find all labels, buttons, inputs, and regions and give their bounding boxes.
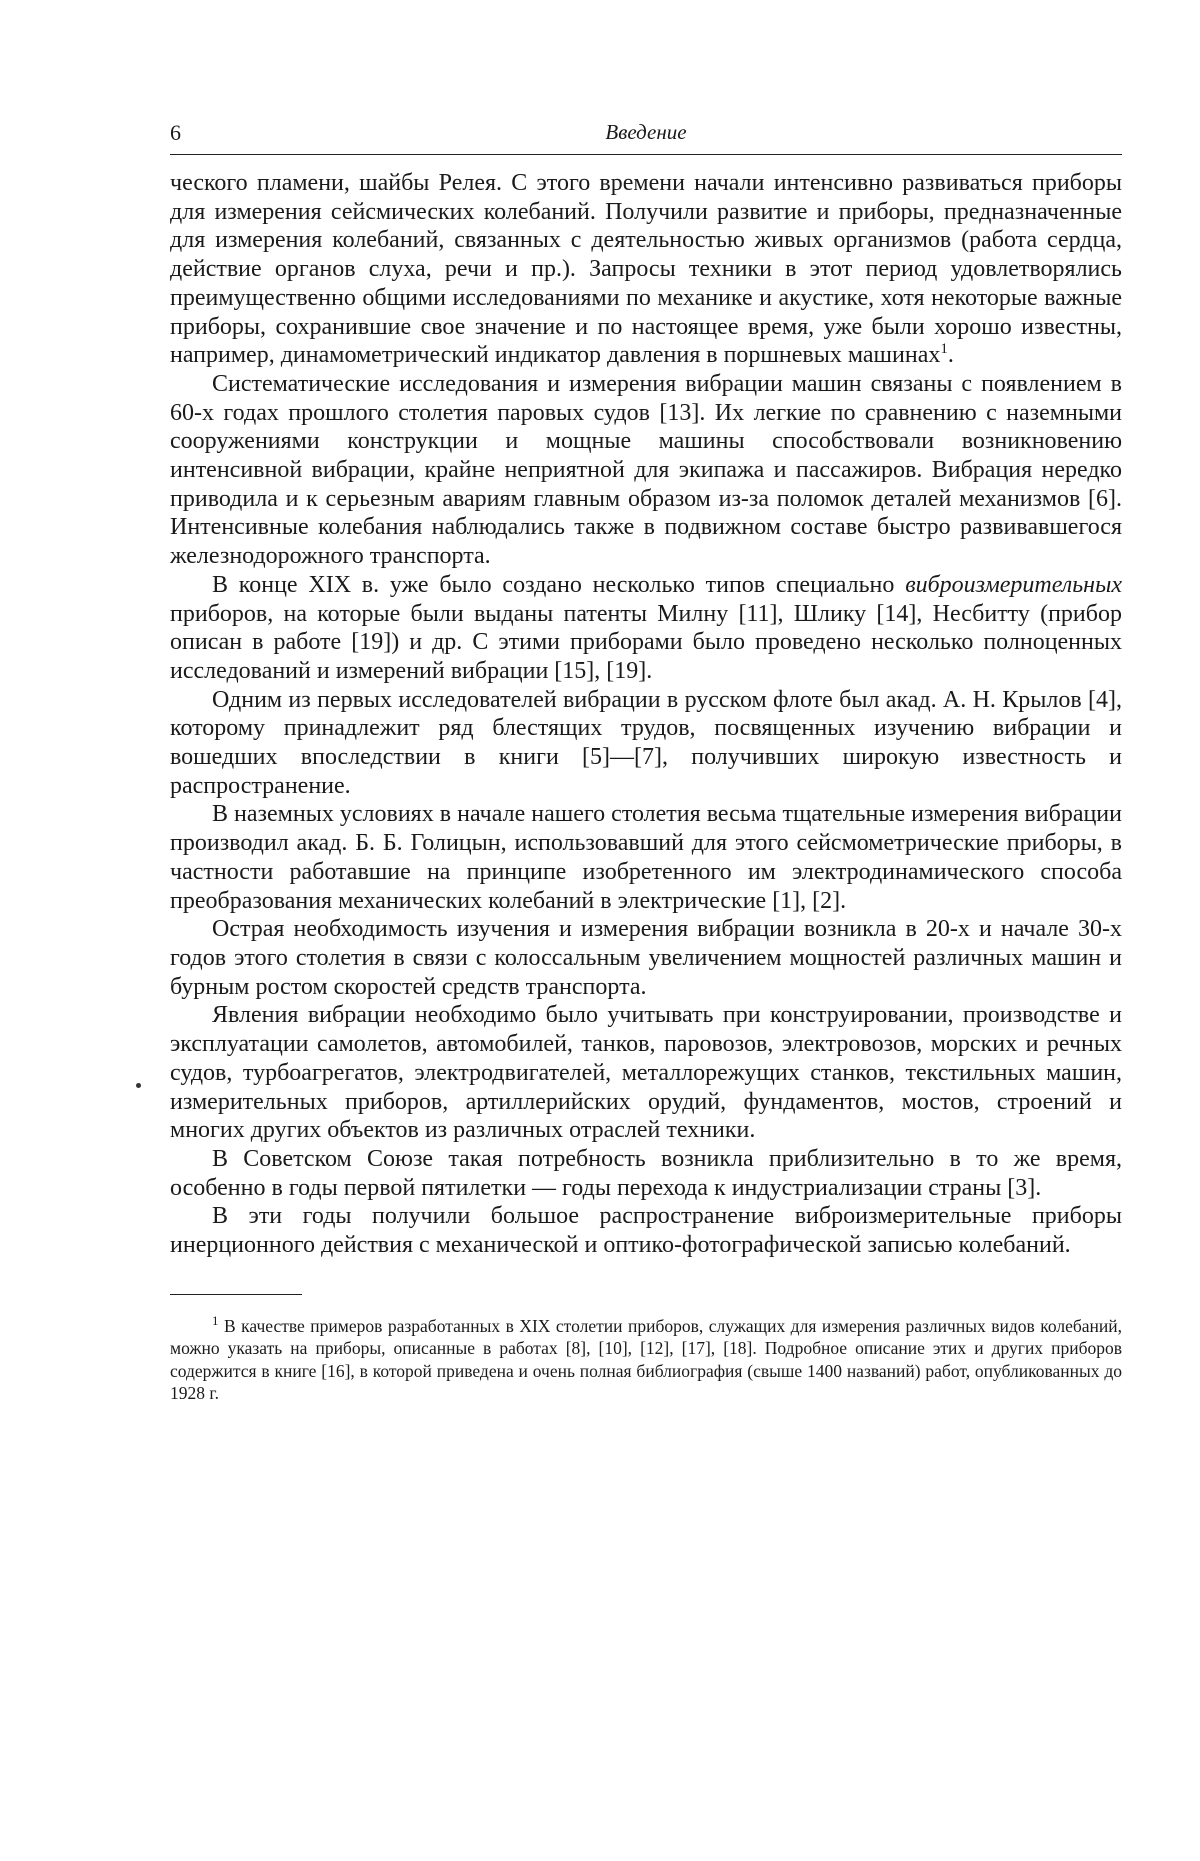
text-run: Систематические исследования и измерения вибрации машин связаны с появлением в 60-х годах прошлого столетия паровых судов [13]. Их легкие по сравнению с наземными сооружениями конструкции и мощные машины способствовали возникновению интенсивной вибрации, крайне неприятной для экипажа и пассажиров. Вибрация нередко приводила и к серьезным авариям главным образом из-за поломок деталей механизмов [6]. Интенсивные колебания наблюдались также в подвижном составе быстро развивавшегося железнодорожного транспорта. (170, 370, 1122, 570)
emphasized-term: виброизмерительных (905, 571, 1122, 598)
text-run: В Советском Союзе такая потребность возникла приблизительно в то же время, особенно в годы первой пятилетки — годы перехода к индустриализации страны [3]. (170, 1145, 1122, 1201)
footnote-text: В качестве примеров разработанных в XIX столетии приборов, служащих для измерения различных видов колебаний, можно указать на приборы, описанные в работах [8], [10], [12], [17], [18]. Подробное описание этих и других приборов содержится в книге [16], в которой приведена и очень полная библиография (свыше 1400 названий) работ, опубликованных до 1928 г. (170, 1315, 1122, 1403)
paragraph (170, 800, 1122, 915)
footnote-reference: 1 (940, 341, 948, 358)
paragraph (170, 571, 1122, 686)
text-run: В конце XIX в. уже было создано несколько типов специально (212, 571, 906, 598)
book-page (170, 120, 1122, 1404)
paragraph (170, 1202, 1122, 1259)
text-run: приборов, на которые были выданы патенты Милну [11], Шлику [14], Несбитту (прибор описан в работе [19]) и др. С этими приборами было проведено несколько полноценных исследований и измерений вибрации [15], [19]. (170, 600, 1122, 684)
body-text (170, 169, 1122, 1260)
stray-ink-dot (136, 1083, 141, 1088)
text-run: Явления вибрации необходимо было учитывать при конструировании, производстве и эксплуатации самолетов, автомобилей, танков, паровозов, электровозов, морских и речных судов, турбоагрегатов, электродвигателей, металлорежущих станков, текстильных машин, измерительных приборов, артиллерийских орудий, фундаментов, мостов, строений и многих других объектов из различных отраслей техники. (170, 1002, 1122, 1144)
paragraph (170, 1145, 1122, 1202)
footnote (170, 1312, 1122, 1405)
text-run: Острая необходимость изучения и измерения вибрации возникла в 20-х и начале 30-х годов этого столетия в связи с колоссальным увеличением мощностей различных машин и бурным ростом скоростей средств транспорта. (170, 916, 1122, 1000)
paragraph (170, 915, 1122, 1001)
text-run: ческого пламени, шайбы Релея. С этого времени начали интенсивно развиваться приборы для измерения сейсмических колебаний. Получили развитие и приборы, предназначенные для измерения колебаний, связанных с деятельностью живых организмов (работа сердца, действие органов слуха, речи и пр.). Запросы техники в этот период удовлетворялись преимущественно общими исследованиями по механике и акустике, хотя некоторые важные приборы, сохранившие свое значение и по настоящее время, уже были хорошо известны, например, динамометрический индикатор давления в поршневых машинах (170, 170, 1122, 369)
page-number: 6 (170, 120, 181, 145)
paragraph (170, 686, 1122, 801)
paragraph (170, 370, 1122, 571)
text-run: . (947, 342, 954, 369)
page-header (170, 120, 1122, 155)
text-run: В наземных условиях в начале нашего столетия весьма тщательные измерения вибрации производил акад. Б. Б. Голицын, использовавший для этого сейсмометрические приборы, в частности работавшие на принципе изобретенного им электродинамического способа преобразования механических колебаний в электрические [1], [2]. (170, 801, 1122, 914)
running-title: Введение (605, 120, 687, 144)
footnote-marker: 1 (212, 1312, 219, 1328)
text-run: Одним из первых исследователей вибрации в русском флоте был акад. А. Н. Крылов [4], которому принадлежит ряд блестящих трудов, посвященных изучению вибрации и вошедших впоследствии в книги [5]—[7], получивших широкую известность и распространение. (170, 686, 1122, 799)
footnote-separator (170, 1294, 302, 1295)
paragraph (170, 169, 1122, 370)
text-run: В эти годы получили большое распространение виброизмерительные приборы инерционного действия с механической и оптико-фотографической записью колебаний. (170, 1203, 1122, 1259)
paragraph (170, 1001, 1122, 1145)
